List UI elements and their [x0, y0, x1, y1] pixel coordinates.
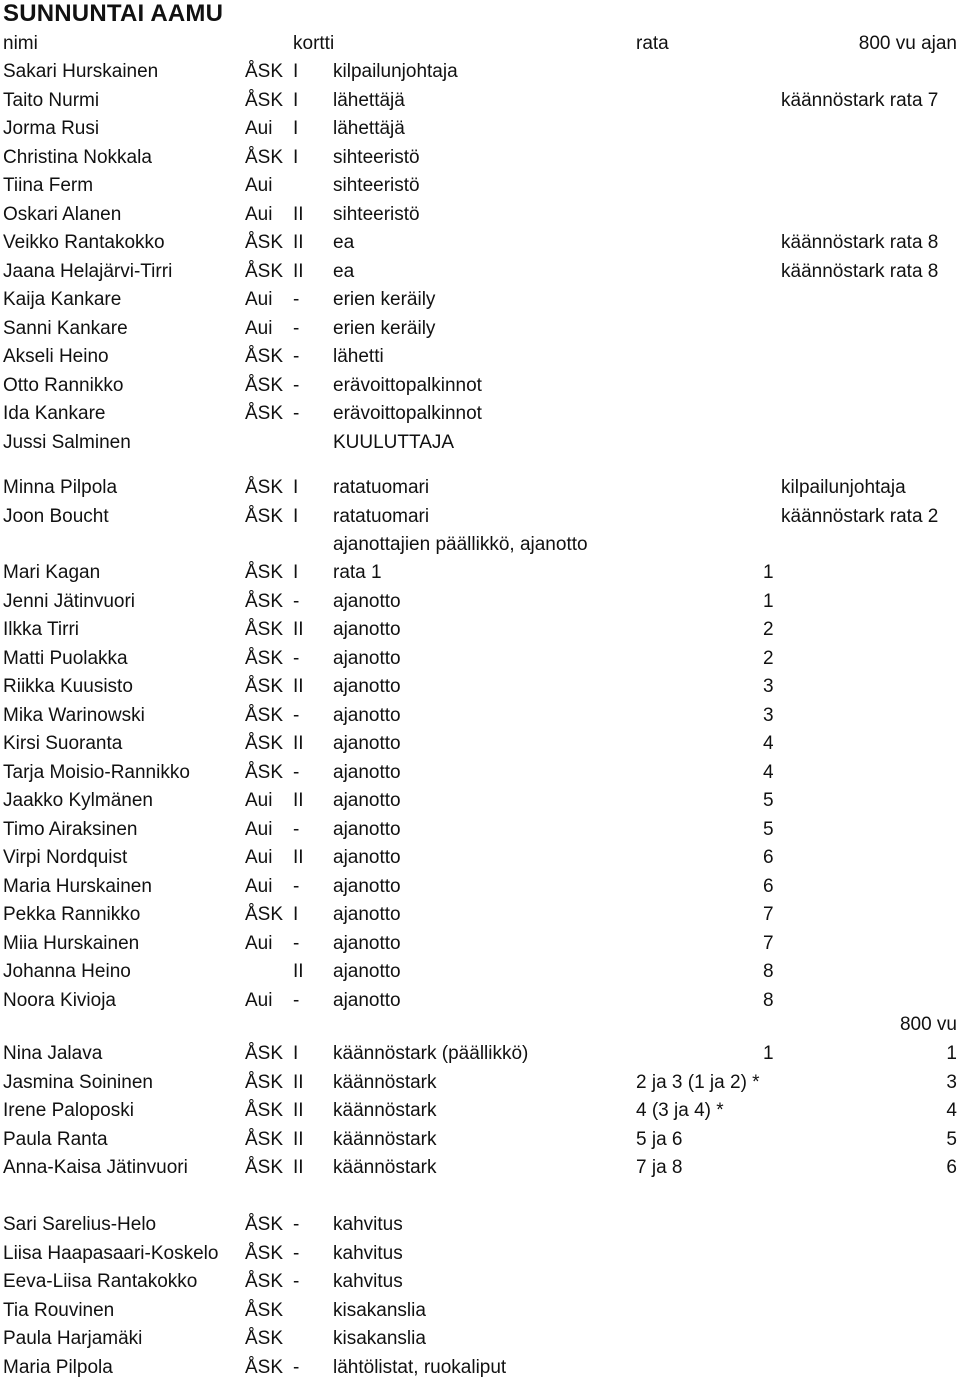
header-card: kortti: [293, 33, 335, 54]
cell-card: -: [293, 403, 300, 424]
cell-card: -: [293, 1242, 300, 1264]
table-row: [0, 958, 960, 986]
cell-name: Pekka Rannikko: [3, 904, 141, 925]
cell-card: -: [293, 704, 300, 726]
cell-task: käännöstark: [333, 1071, 437, 1093]
cell-task: kahvitus: [333, 1271, 403, 1292]
cell-name: Johanna Heino: [3, 961, 131, 982]
table-row: [0, 144, 960, 172]
cell-name: Anna-Kaisa Jätinvuori: [3, 1157, 188, 1178]
cell-card: -: [293, 1271, 300, 1292]
cell-task: käännöstark: [333, 1128, 437, 1150]
cell-name: Eeva-Liisa Rantakokko: [3, 1271, 198, 1292]
cell-card: I: [293, 146, 299, 168]
cell-club: ÅSK: [245, 232, 284, 253]
table-row: [0, 258, 960, 286]
cell-name: Akseli Heino: [3, 346, 109, 367]
table-row: [0, 1040, 960, 1068]
cell-card: II: [293, 1100, 304, 1121]
cell-club: ÅSK: [245, 146, 284, 168]
cell-club: ÅSK: [245, 676, 284, 697]
cell-task: kisakanslia: [333, 1299, 426, 1321]
cell-club: ÅSK: [245, 1242, 284, 1264]
cell-club: ÅSK: [245, 1328, 284, 1349]
cell-card: -: [293, 932, 300, 954]
cell-card: -: [293, 590, 300, 612]
table-row: [0, 201, 960, 229]
cell-club: ÅSK: [245, 733, 284, 754]
cell-task: kilpailunjohtaja: [333, 61, 458, 82]
cell-task: ajanotto: [333, 704, 401, 726]
table-row: [0, 702, 960, 730]
cell-name: Liisa Haapasaari-Koskelo: [3, 1242, 219, 1264]
cell-card: -: [293, 374, 300, 396]
cell-name: Matti Puolakka: [3, 647, 128, 669]
cell-task: lähtölistat, ruokaliput: [333, 1356, 507, 1378]
cell-name: Timo Airaksinen: [3, 818, 138, 840]
cell-task: ajanotto: [333, 818, 401, 840]
table-row: [0, 1240, 960, 1268]
cell-club: Aui: [245, 790, 273, 811]
cell-name: Minna Pilpola: [3, 477, 118, 498]
cell-task: käännöstark: [333, 1100, 437, 1121]
cell-club: ÅSK: [245, 505, 284, 527]
header-row: [0, 30, 960, 58]
cell-club: ÅSK: [245, 1157, 284, 1178]
cell-task: KUULUTTAJA: [333, 431, 455, 453]
cell-club: Aui: [245, 203, 273, 225]
cell-name: Otto Rannikko: [3, 374, 124, 396]
cell-task: erien keräily: [333, 289, 436, 310]
cell-name: Ida Kankare: [3, 403, 106, 424]
cell-num: 8: [763, 961, 774, 982]
cell-club: Aui: [245, 847, 273, 868]
cell-num: 4: [763, 761, 774, 783]
cell-name: Mari Kagan: [3, 562, 101, 583]
cell-club: Aui: [245, 175, 273, 196]
table-row: [0, 787, 960, 815]
cell-task: kisakanslia: [333, 1328, 426, 1349]
table-row: [0, 229, 960, 257]
cell-club: ÅSK: [245, 761, 284, 783]
table-row: [0, 588, 960, 616]
table-row: [0, 1211, 960, 1239]
cell-card: II: [293, 1128, 304, 1150]
table-row: [0, 429, 960, 457]
vu-label: 800 vu: [899, 1014, 957, 1035]
table-row: [0, 1325, 960, 1353]
cell-club: ÅSK: [245, 477, 284, 498]
cell-club: ÅSK: [245, 1100, 284, 1121]
cell-club: ÅSK: [245, 1071, 284, 1093]
cell-club: Aui: [245, 317, 273, 339]
cell-card: II: [293, 733, 304, 754]
cell-num: 3: [763, 676, 774, 697]
cell-task: ajanotto: [333, 790, 401, 811]
page-title: SUNNUNTAI AAMU: [3, 0, 224, 27]
cell-vu: 3: [946, 1071, 957, 1093]
cell-num: 4: [763, 733, 774, 754]
table-row: [0, 645, 960, 673]
table-row: [0, 816, 960, 844]
cell-task: ajanotto: [333, 761, 401, 783]
cell-name: Veikko Rantakokko: [3, 232, 165, 253]
cell-name: Jaana Helajärvi-Tirri: [3, 260, 173, 282]
table-row: [0, 1268, 960, 1296]
cell-club: ÅSK: [245, 619, 284, 640]
cell-card: -: [293, 761, 300, 783]
cell-name: Irene Paloposki: [3, 1100, 134, 1121]
cell-task: rata 1: [333, 562, 382, 583]
vu-label-row: [0, 1011, 960, 1039]
cell-name: Paula Harjamäki: [3, 1328, 143, 1349]
cell-club: ÅSK: [245, 260, 284, 282]
cell-extra: kilpailunjohtaja: [781, 477, 906, 498]
table-row: [0, 1097, 960, 1125]
cell-card: II: [293, 847, 304, 868]
cell-task: ajanotto: [333, 847, 401, 868]
cell-task: lähettäjä: [333, 118, 405, 139]
cell-club: ÅSK: [245, 346, 284, 367]
table-row: [0, 172, 960, 200]
cell-num: 1: [763, 1043, 774, 1064]
cell-club: ÅSK: [245, 1271, 284, 1292]
cell-card: II: [293, 1157, 304, 1178]
cell-extra: käännöstark rata 2: [781, 505, 939, 527]
cell-name: Joon Boucht: [3, 505, 109, 527]
cell-club: ÅSK: [245, 1043, 284, 1064]
table-row: [0, 1126, 960, 1154]
cell-task: ajanotto: [333, 619, 401, 640]
header-vu: 800 vu ajan: [858, 33, 957, 54]
table-row: [0, 673, 960, 701]
cell-name: Jenni Jätinvuori: [3, 590, 136, 612]
table-row: [0, 115, 960, 143]
cell-task: sihteeristö: [333, 203, 420, 225]
cell-club: ÅSK: [245, 562, 284, 583]
cell-card: -: [293, 1356, 300, 1378]
cell-name: Jussi Salminen: [3, 431, 131, 453]
cell-club: ÅSK: [245, 704, 284, 726]
table-row: [0, 87, 960, 115]
cell-card: I: [293, 61, 299, 82]
cell-num: 5: [763, 818, 774, 840]
cell-task: erävoittopalkinnot: [333, 374, 482, 396]
table-row: [0, 559, 960, 587]
table-row: [0, 474, 960, 502]
cell-vu: 5: [946, 1128, 957, 1150]
cell-card: I: [293, 1043, 299, 1064]
cell-name: Taito Nurmi: [3, 89, 100, 111]
cell-name: Maria Hurskainen: [3, 875, 152, 897]
cell-name: Miia Hurskainen: [3, 932, 140, 954]
cell-task: ea: [333, 260, 355, 282]
header-name: nimi: [3, 33, 38, 54]
cell-task: käännöstark (päällikkö): [333, 1043, 529, 1064]
table-row: [0, 315, 960, 343]
cell-card: II: [293, 790, 304, 811]
cell-club: ÅSK: [245, 1214, 284, 1235]
cell-club: ÅSK: [245, 647, 284, 669]
cell-card: -: [293, 289, 300, 310]
cell-task: kahvitus: [333, 1214, 403, 1235]
table-row: [0, 286, 960, 314]
cell-name: Sari Sarelius-Helo: [3, 1214, 157, 1235]
cell-card: II: [293, 619, 304, 640]
cell-card: -: [293, 875, 300, 897]
cell-task: ajanotto: [333, 875, 401, 897]
cell-name: Maria Pilpola: [3, 1356, 113, 1378]
table-row: [0, 930, 960, 958]
cell-task: sihteeristö: [333, 175, 420, 196]
cell-card: II: [293, 260, 304, 282]
cell-task: käännöstark: [333, 1157, 437, 1178]
cell-vu: 4: [946, 1100, 957, 1121]
cell-name: Jasmina Soininen: [3, 1071, 153, 1093]
cell-task: ajanotto: [333, 989, 401, 1011]
cell-card: II: [293, 232, 304, 253]
cell-num: 5: [763, 790, 774, 811]
cell-task: ajanotto: [333, 733, 401, 754]
cell-club: Aui: [245, 118, 273, 139]
cell-name: Jaakko Kylmänen: [3, 790, 153, 811]
cell-club: ÅSK: [245, 590, 284, 612]
table-row: [0, 844, 960, 872]
cell-club: ÅSK: [245, 904, 284, 925]
cell-card: I: [293, 89, 299, 111]
cell-num: 1: [763, 562, 774, 583]
cell-club: ÅSK: [245, 61, 284, 82]
ajanotto-header: ajanottajien päällikkö, ajanotto: [333, 534, 588, 555]
cell-name: Christina Nokkala: [3, 146, 152, 168]
cell-num: 6: [763, 875, 774, 897]
cell-name: Mika Warinowski: [3, 704, 145, 726]
table-row: [0, 1297, 960, 1325]
cell-name: Kaija Kankare: [3, 289, 122, 310]
cell-num: 3: [763, 704, 774, 726]
cell-name: Oskari Alanen: [3, 203, 122, 225]
cell-task: kahvitus: [333, 1242, 403, 1264]
cell-task: ajanotto: [333, 676, 401, 697]
cell-num: 2: [763, 619, 774, 640]
cell-task: ratatuomari: [333, 505, 430, 527]
cell-name: Nina Jalava: [3, 1043, 103, 1064]
cell-card: II: [293, 961, 304, 982]
cell-club: ÅSK: [245, 1356, 284, 1378]
cell-task: ajanotto: [333, 932, 401, 954]
table-row: [0, 58, 960, 86]
table-row: [0, 372, 960, 400]
cell-club: Aui: [245, 818, 273, 840]
table-row: [0, 1069, 960, 1097]
cell-num: 7: [763, 932, 774, 954]
table-row: [0, 1154, 960, 1182]
cell-card: -: [293, 1214, 300, 1235]
cell-name: Tarja Moisio-Rannikko: [3, 761, 190, 783]
table-row: [0, 1354, 960, 1382]
cell-name: Ilkka Tirri: [3, 619, 79, 640]
cell-task: lähettäjä: [333, 89, 405, 111]
cell-name: Virpi Nordquist: [3, 847, 128, 868]
table-row: [0, 759, 960, 787]
cell-num: 8: [763, 989, 774, 1011]
cell-club: ÅSK: [245, 1128, 284, 1150]
cell-club: ÅSK: [245, 1299, 284, 1321]
table-row: [0, 343, 960, 371]
cell-vu: 6: [946, 1157, 957, 1178]
cell-card: -: [293, 317, 300, 339]
cell-rata: 5 ja 6: [636, 1128, 683, 1150]
cell-club: Aui: [245, 932, 273, 954]
cell-name: Kirsi Suoranta: [3, 733, 123, 754]
cell-name: Noora Kivioja: [3, 989, 116, 1011]
cell-task: lähetti: [333, 346, 384, 367]
cell-club: ÅSK: [245, 89, 284, 111]
cell-num: 6: [763, 847, 774, 868]
cell-num: 1: [763, 590, 774, 612]
cell-card: II: [293, 1071, 304, 1093]
cell-num: 7: [763, 904, 774, 925]
cell-task: sihteeristö: [333, 146, 420, 168]
cell-task: ajanotto: [333, 961, 401, 982]
table-row: [0, 901, 960, 929]
cell-name: Tia Rouvinen: [3, 1299, 115, 1321]
cell-card: I: [293, 904, 299, 925]
cell-task: ajanotto: [333, 904, 401, 925]
cell-extra: käännöstark rata 7: [781, 89, 939, 111]
cell-name: Sanni Kankare: [3, 317, 128, 339]
cell-card: II: [293, 203, 304, 225]
cell-club: ÅSK: [245, 403, 284, 424]
ajanotto-header-row: [0, 531, 960, 559]
table-row: [0, 616, 960, 644]
cell-extra: käännöstark rata 8: [781, 232, 939, 253]
cell-club: Aui: [245, 875, 273, 897]
cell-num: 2: [763, 647, 774, 669]
cell-card: -: [293, 647, 300, 669]
cell-card: I: [293, 477, 299, 498]
table-row: [0, 730, 960, 758]
cell-club: ÅSK: [245, 374, 284, 396]
cell-card: -: [293, 989, 300, 1011]
cell-rata: 4 (3 ja 4) *: [636, 1100, 724, 1121]
cell-name: Riikka Kuusisto: [3, 676, 133, 697]
cell-vu: 1: [946, 1043, 957, 1064]
cell-club: Aui: [245, 989, 273, 1011]
table-row: [0, 400, 960, 428]
cell-card: I: [293, 562, 299, 583]
cell-card: II: [293, 676, 304, 697]
cell-name: Paula Ranta: [3, 1128, 108, 1150]
cell-name: Tiina Ferm: [3, 175, 94, 196]
table-row: [0, 503, 960, 531]
cell-rata: 7 ja 8: [636, 1157, 683, 1178]
cell-card: -: [293, 818, 300, 840]
cell-task: ajanotto: [333, 647, 401, 669]
cell-task: ea: [333, 232, 355, 253]
cell-extra: käännöstark rata 8: [781, 260, 939, 282]
table-row: [0, 873, 960, 901]
cell-card: I: [293, 118, 299, 139]
cell-name: Sakari Hurskainen: [3, 61, 159, 82]
cell-card: I: [293, 505, 299, 527]
cell-club: Aui: [245, 289, 273, 310]
cell-rata: 2 ja 3 (1 ja 2) *: [636, 1071, 760, 1093]
header-rata: rata: [636, 33, 669, 54]
cell-task: erävoittopalkinnot: [333, 403, 482, 424]
cell-task: ajanotto: [333, 590, 401, 612]
cell-task: erien keräily: [333, 317, 436, 339]
cell-name: Jorma Rusi: [3, 118, 100, 139]
cell-card: -: [293, 346, 300, 367]
cell-task: ratatuomari: [333, 477, 430, 498]
